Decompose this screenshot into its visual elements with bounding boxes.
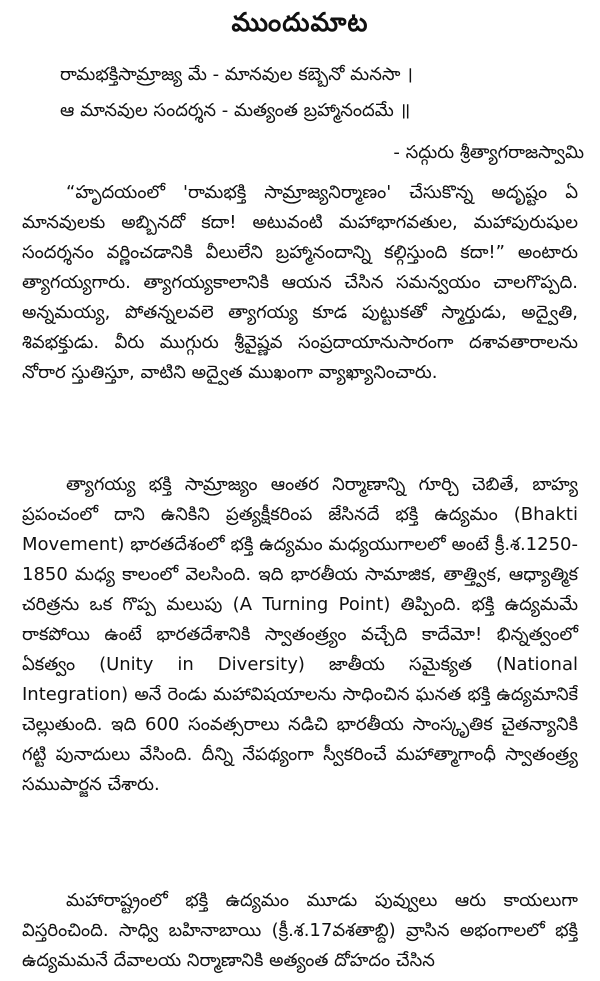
paragraph-3: మహారాష్ట్రంలో భక్తి ఉద్యమం మూడు పువ్వులు ఆరు కాయలుగా విస్తరించింది. సాధ్వి బహినాబాయి (క్రీ.శ.17వశతాబ్ది) వ్రాసిన అభంగాలలో భక్తి ఉద్యమమనే దేవాలయ నిర్మాణానికి అత్యంత దోహదం చేసిన [22, 890, 578, 971]
verse-line-2: ఆ మానవుల సందర్శన - మత్యంత బ్రహ్మానందమే ॥ [60, 100, 411, 121]
verse-line-1: రామభక్తిసామ్రాజ్య మే - మానవుల కబ్బెనో మనసా । [60, 64, 413, 85]
verse-attribution: - సద్గురు శ్రీత్యాగరాజస్వామి [393, 142, 584, 163]
page-title: ముందుమాట [231, 8, 369, 38]
paragraph-2: త్యాగయ్య భక్తి సామ్రాజ్యం ఆంతర నిర్మాణాన్ని గూర్చి చెబితే, బాహ్య ప్రపంచంలో దాని ఉనికిని ప్రత్యక్షీకరింప జేసినదే భక్తి ఉద్యమం (Bhakti Movement) భారతదేశంలో భక్తి ఉద్యమం మధ్యయుగాలలో అంటే క్రీ.శ.1250-1850 మధ్య కాలంలో వెలసింది. ఇది భారతీయ సామాజిక, తాత్త్విక, ఆధ్యాత్మిక చరిత్రను ఒక గొప్ప మలుపు (A Turning Point) తిప్పింది. భక్తి ఉద్యమమే రాకపోయి ఉంటే భారతదేశానికి స్వాతంత్ర్యం వచ్చేది కాదేమో! భిన్నత్వంలో ఏకత్వం (Unity in Diversity) జాతీయ సమైక్యత (National Integration) అనే రెండు మహావిషయాలను సాధించిన ఘనత భక్తి ఉద్యమానికే చెల్లుతుంది. ఇది 600 సంవత్సరాలు నడిచి భారతీయ సాంస్కృతిక చైతన్యానికి గట్టి పునాదులు వేసింది. దీన్ని నేపథ్యంగా స్వీకరించే మహాత్మాగాంధీ స్వాతంత్ర్య సముపార్జన చేశారు. [22, 474, 578, 795]
paragraph-1: “హృదయంలో 'రామభక్తి సామ్రాజ్యనిర్మాణం' చేసుకొన్న అదృష్టం ఏ మానవులకు అబ్బినదో కదా! అటువంటి మహాభాగవతుల, మహాపురుషుల సందర్శనం వర్ణించడానికి వీలులేని బ్రహ్మానందాన్ని కల్గిస్తుంది కదా!” అంటారు త్యాగయ్యగారు. త్యాగయ్యకాలానికి ఆయన చేసిన సమన్వయం చాలగొప్పది. అన్నమయ్య, పోతన్నలవలె త్యాగయ్య కూడ పుట్టుకతో స్మార్తుడు, అద్వైతి, శివభక్తుడు. వీరు ముగ్గురు శ్రీవైష్ణవ సంప్రదాయానుసారంగా దశావతారాలను నోరార స్తుతిస్తూ, వాటిని అద్వైత ముఖంగా వ్యాఖ్యానించారు. [22, 182, 578, 383]
